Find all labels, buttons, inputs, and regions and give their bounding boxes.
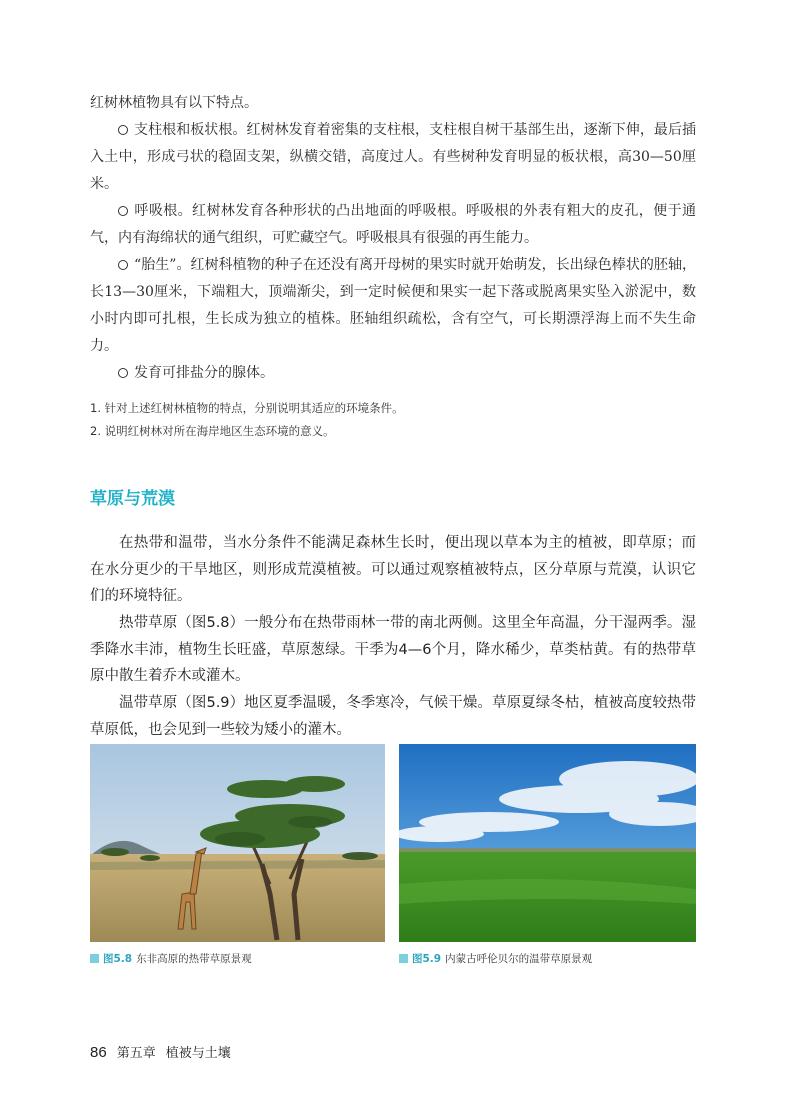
circle-bullet-icon: [118, 368, 128, 378]
figure-caption-text: 内蒙古呼伦贝尔的温带草原景观: [445, 953, 593, 965]
circle-bullet-icon: [118, 260, 128, 270]
section-title: 草原与荒漠: [90, 489, 175, 509]
figure-caption-text: 东非高原的热带草原景观: [136, 953, 252, 965]
grassland-photo: [399, 744, 696, 942]
question-2: 2. 说明红树林对所在海岸地区生态环境的意义。: [90, 424, 335, 438]
page-footer: [90, 1042, 231, 1061]
body-paragraph: 在热带和温带，当水分条件不能满足森林生长时，便出现以草本为主的植被，即草原；而在水分更少的干旱地区，则形成荒漠植被。可以通过观察植被特点，区分草原与荒漠，认识它们的环境特征。: [90, 535, 696, 604]
circle-bullet-icon: [118, 125, 128, 135]
page-number: 86: [90, 1044, 107, 1061]
figure-number: 图5.9: [412, 953, 442, 965]
caption-marker-icon: [90, 954, 99, 963]
feature-text: 呼吸根。红树林发育各种形状的凸出地面的呼吸根。呼吸根的外表有粗大的皮孔，便于通气，内有海绵状的通气组织，可贮藏空气。呼吸根具有很强的再生能力。: [90, 203, 696, 246]
savanna-illustration: [90, 744, 385, 942]
feature-text: 支柱根和板状根。红树林发育着密集的支柱根，支柱根自树干基部生出，逐渐下伸，最后插入土中，形成弓状的稳固支架，纵横交错，高度过人。有些树种发育明显的板状根，高30—50厘米。: [90, 122, 696, 192]
grassland-illustration: [399, 744, 696, 942]
figure-caption-5-9: [399, 952, 592, 966]
savanna-photo: [90, 744, 385, 942]
question-1: 1. 针对上述红树林植物的特点，分别说明其适应的环境条件。: [90, 401, 404, 415]
body-paragraph: 热带草原（图5.8）一般分布在热带雨林一带的南北两侧。这里全年高温，分干湿两季。湿季降水丰沛，植物生长旺盛，草原葱绿。干季为4—6个月，降水稀少，草类枯黄。有的热带草原中散生着乔木或灌木。: [90, 615, 696, 684]
feature-item-salt-glands: [90, 360, 696, 387]
mangrove-intro: 红树林植物具有以下特点。: [90, 95, 258, 111]
feature-item-viviparous: [90, 252, 696, 360]
feature-item-prop-roots: [90, 117, 696, 198]
body-paragraph: 温带草原（图5.9）地区夏季温暖，冬季寒冷，气候干燥。草原夏绿冬枯，植被高度较热带草原低，也会见到一些较为矮小的灌木。: [90, 695, 696, 738]
chapter-title: 植被与土壤: [165, 1046, 231, 1061]
caption-marker-icon: [399, 954, 408, 963]
circle-bullet-icon: [118, 206, 128, 216]
figure-number: 图5.8: [103, 953, 133, 965]
figure-caption-5-8: [90, 952, 252, 966]
feature-text: “胎生”。红树科植物的种子在还没有离开母树的果实时就开始萌发，长出绿色棒状的胚轴，长13—30厘米，下端粗大，顶端渐尖，到一定时候便和果实一起下落或脱离果实坠入淤泥中，数小时内即可扎根，生长成为独立的植株。胚轴组织疏松，含有空气，可长期漂浮海上而不失生命力。: [90, 257, 696, 354]
feature-item-breathing-roots: [90, 198, 696, 252]
feature-text: 发育可排盐分的腺体。: [134, 365, 274, 381]
chapter-label: 第五章: [116, 1046, 156, 1061]
